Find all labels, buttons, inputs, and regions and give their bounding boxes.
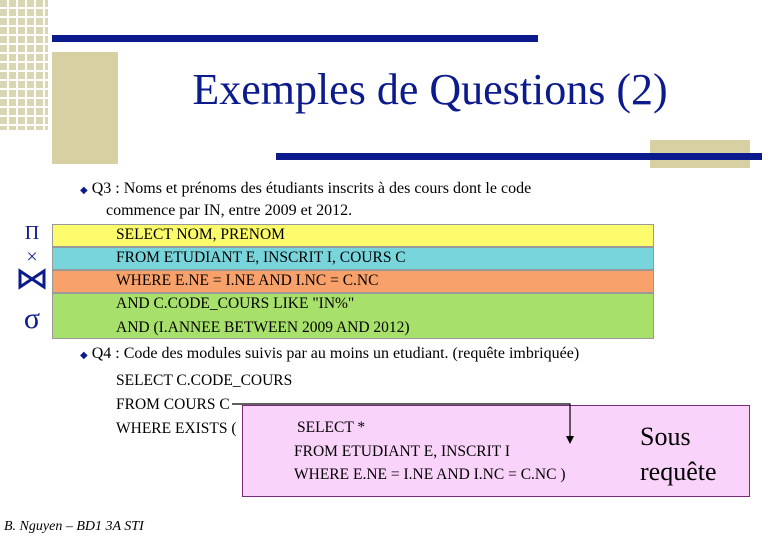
- sql-line: WHERE E.NE = I.NE AND I.NC = C.NC: [116, 272, 379, 289]
- diamond-bullet-icon: ◆: [80, 350, 88, 361]
- selection-symbol: σ: [23, 302, 41, 335]
- sql-line: FROM COURS C: [116, 396, 230, 413]
- sql-line: FROM ETUDIANT E, INSCRIT I, COURS C: [116, 249, 406, 266]
- projection-symbol: Π: [24, 222, 40, 244]
- subquery-line: WHERE E.NE = I.NE AND I.NC = C.NC ): [294, 466, 566, 483]
- sql-line: SELECT C.CODE_COURS: [116, 372, 293, 389]
- sql-line: AND (I.ANNEE BETWEEN 2009 AND 2012): [116, 319, 410, 336]
- product-symbol: ×: [26, 246, 38, 268]
- q3-text: Q3 : Noms et prénoms des étudiants inscrits à des cours dont le code: [91, 180, 532, 197]
- q4-text: Q4 : Code des modules suivis par au moins un etudiant. (requête imbriquée): [91, 345, 580, 362]
- sql-line: AND C.CODE_COURS LIKE "IN%": [116, 295, 355, 312]
- diamond-bullet-icon: ◆: [80, 185, 88, 196]
- slide-title: Exemples de Questions (2): [192, 65, 668, 114]
- subquery-line: FROM ETUDIANT E, INSCRIT I: [294, 443, 511, 460]
- sql-line: WHERE EXISTS (: [116, 420, 237, 437]
- subquery-label-sous: Sous: [640, 422, 691, 451]
- footer-credit: B. Nguyen – BD1 3A STI: [4, 519, 144, 534]
- sql-line: SELECT NOM, PRENOM: [116, 226, 285, 243]
- q3-question-line2: commence par IN, entre 2009 et 2012.: [106, 202, 353, 219]
- subquery-label-requete: requête: [640, 457, 717, 486]
- subquery-line: SELECT *: [297, 419, 366, 436]
